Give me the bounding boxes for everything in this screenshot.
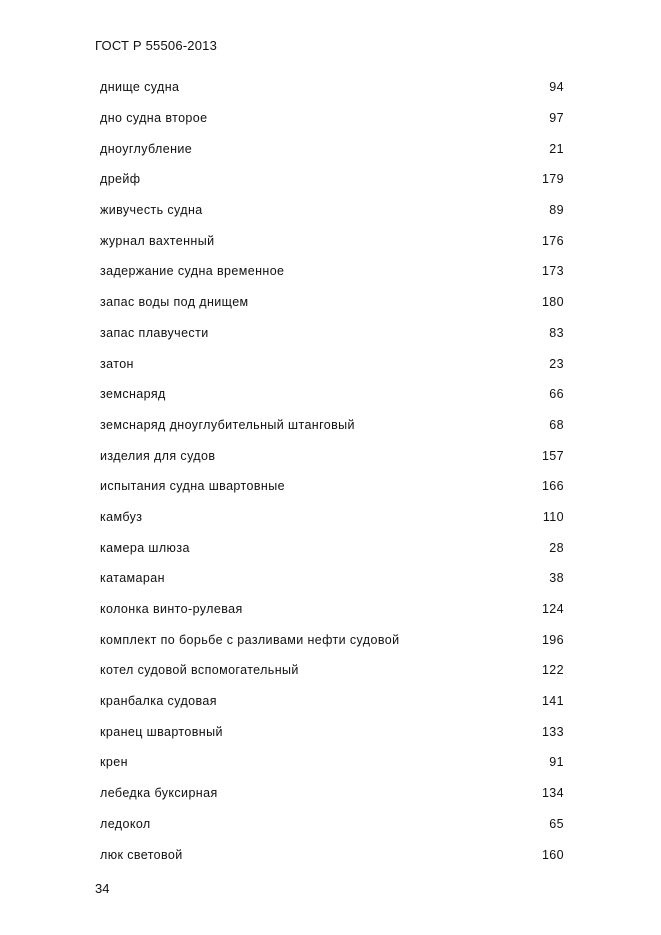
index-entry [100, 716, 564, 747]
index-page-reference: 66 [549, 387, 564, 402]
index-entry [100, 563, 564, 594]
index-entry [100, 379, 564, 410]
index-page-reference: 180 [541, 295, 564, 310]
index-term: камера шлюза [100, 540, 190, 555]
index-term: задержание судна временное [100, 264, 285, 279]
index-page-reference: 97 [549, 111, 564, 126]
index-term: земснаряд [100, 387, 166, 402]
index-entry [100, 809, 564, 840]
index-entry [100, 440, 564, 471]
index-entry [100, 164, 564, 195]
index-page-reference: 89 [549, 203, 564, 218]
index-term: комплект по борьбе с разливами нефти судовой [100, 632, 400, 647]
index-entry [100, 410, 564, 441]
index-page-reference: 157 [541, 448, 564, 463]
index-page-reference: 134 [541, 786, 564, 801]
index-term: колонка винто-рулевая [100, 602, 243, 617]
index-term: живучесть судна [100, 203, 203, 218]
index-term: затон [100, 356, 134, 371]
index-page-reference: 110 [542, 509, 564, 524]
index-page-reference: 196 [541, 632, 564, 647]
index-term: лебедка буксирная [100, 786, 218, 801]
index-term: журнал вахтенный [100, 233, 215, 248]
index-entry [100, 502, 564, 533]
index-entry [100, 318, 564, 349]
index-term: крен [100, 755, 128, 770]
index-entry [100, 778, 564, 809]
index-page-reference: 124 [541, 602, 564, 617]
index-term: днище судна [100, 80, 180, 95]
index-term: ледокол [100, 816, 151, 831]
index-page-reference: 160 [541, 847, 564, 862]
index-entry [100, 348, 564, 379]
index-entry [100, 471, 564, 502]
index-entry [100, 225, 564, 256]
index-term: камбуз [100, 509, 143, 524]
index-term: запас плавучести [100, 325, 209, 340]
page-number: 34 [95, 881, 110, 896]
index-term: земснаряд дноуглубительный штанговый [100, 417, 355, 432]
index-page-reference: 91 [549, 755, 564, 770]
index-page-reference: 65 [549, 816, 564, 831]
index-page-reference: 68 [549, 417, 564, 432]
index-page-reference: 179 [541, 172, 564, 187]
index-page-reference: 122 [541, 663, 564, 678]
index-entry [100, 72, 564, 103]
index-term: люк световой [100, 847, 183, 862]
index-term: испытания судна швартовные [100, 479, 285, 494]
index-term: дно судна второе [100, 111, 208, 126]
index-term: кранбалка судовая [100, 694, 217, 709]
index-page-reference: 38 [549, 571, 564, 586]
index-term: котел судовой вспомогательный [100, 663, 299, 678]
index-page-reference: 94 [549, 80, 564, 95]
index-entry [100, 195, 564, 226]
index-entry [100, 747, 564, 778]
index-entry [100, 686, 564, 717]
index-page-reference: 166 [541, 479, 564, 494]
index-entry [100, 624, 564, 655]
index-term: запас воды под днищем [100, 295, 249, 310]
index-page-reference: 83 [549, 325, 564, 340]
index-page-reference: 28 [549, 540, 564, 555]
document-header: ГОСТ Р 55506-2013 [95, 38, 218, 53]
index-term: изделия для судов [100, 448, 216, 463]
index-entry [100, 103, 564, 134]
index-page-reference: 23 [549, 356, 564, 371]
index-page-reference: 176 [541, 233, 564, 248]
index-term: кранец швартовный [100, 724, 223, 739]
index-page-reference: 141 [541, 694, 564, 709]
index-entry [100, 839, 564, 870]
alphabetical-index [100, 72, 564, 870]
index-term: катамаран [100, 571, 165, 586]
index-entry [100, 287, 564, 318]
index-entry [100, 133, 564, 164]
index-page-reference: 133 [541, 724, 564, 739]
index-term: дноуглубление [100, 141, 193, 156]
index-entry [100, 594, 564, 625]
index-term: дрейф [100, 172, 141, 187]
index-entry [100, 655, 564, 686]
index-page-reference: 21 [549, 141, 564, 156]
index-entry [100, 532, 564, 563]
index-page-reference: 173 [541, 264, 564, 279]
index-entry [100, 256, 564, 287]
